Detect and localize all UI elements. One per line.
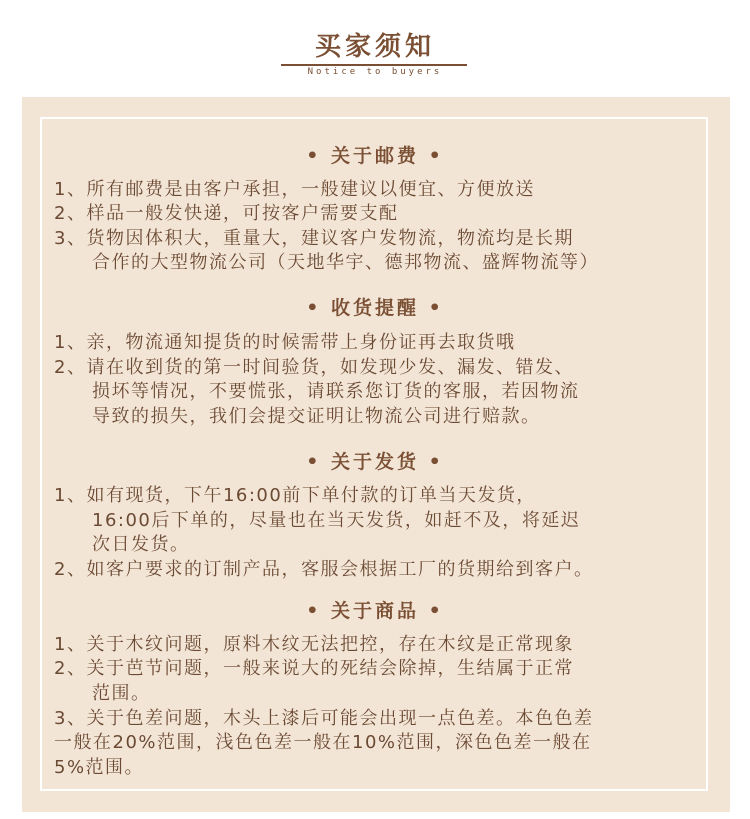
delivery-line-2: 16:00后下单的，尽量也在当天发货，如赶不及，将延迟: [92, 510, 581, 531]
shipping-fee-line-1: 1、所有邮费是由客户承担，一般建议以便宜、方便放送: [54, 179, 535, 200]
products-line-6: 5%范围。: [54, 757, 145, 778]
section-title-delivery: • 关于发货 •: [306, 451, 444, 473]
receipt-line-1: 1、亲，物流通知提货的时候需带上身份证再去取货哦: [54, 332, 516, 353]
receipt-line-4: 导致的损失，我们会提交证明让物流公司进行赔款。: [92, 406, 541, 427]
shipping-fee-line-2: 2、样品一般发快递，可按客户需要支配: [54, 203, 399, 224]
products-line-1: 1、关于木纹问题，原料木纹无法把控，存在木纹是正常现象: [54, 634, 574, 655]
receipt-line-2: 2、请在收到货的第一时间验货，如发现少发、漏发、错发、: [54, 357, 574, 378]
section-title-receipt-reminder: • 收货提醒 •: [306, 297, 444, 319]
delivery-line-4: 2、如客户要求的订制产品，客服会根据工厂的货期给到客户。: [54, 559, 594, 580]
header: [0, 0, 750, 90]
section-title-shipping-fee: • 关于邮费 •: [306, 145, 444, 167]
shipping-fee-line-4: 合作的大型物流公司（天地华宇、德邦物流、盛辉物流等）: [92, 252, 599, 273]
receipt-line-3: 损坏等情况，不要慌张，请联系您订货的客服，若因物流: [92, 381, 580, 402]
products-line-5: 一般在20%范围，浅色色差一般在10%范围，深色色差一般在: [54, 732, 592, 753]
section-title-products: • 关于商品 •: [306, 600, 444, 622]
delivery-line-1: 1、如有现货，下午16:00前下单付款的订单当天发货，: [54, 485, 536, 506]
products-line-3: 范围。: [92, 683, 151, 704]
title-underline: [281, 64, 467, 66]
shipping-fee-line-3: 3、货物因体积大，重量大，建议客户发物流，物流均是长期: [54, 228, 574, 249]
products-line-4: 3、关于色差问题，木头上漆后可能会出现一点色差。本色色差: [54, 708, 594, 729]
page-title: 买家须知: [314, 32, 435, 62]
products-line-2: 2、关于芭节问题，一般来说大的死结会除掉，生结属于正常: [54, 658, 574, 679]
page-subtitle: Notice to buyers: [307, 67, 443, 77]
delivery-line-3: 次日发货。: [92, 534, 190, 555]
